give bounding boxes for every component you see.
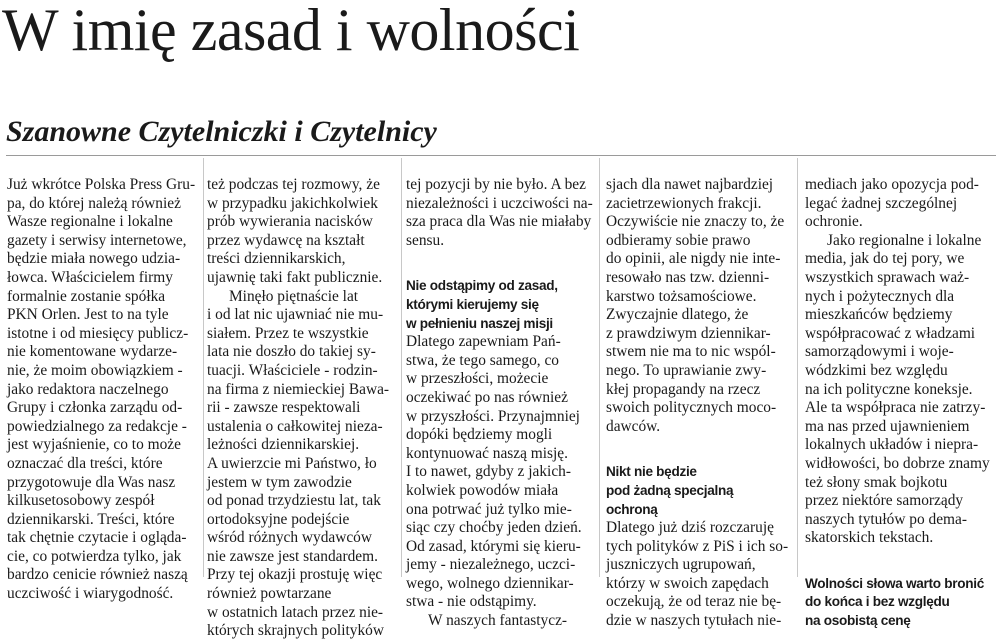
text-line: Przy tej okazji prostuję więc (207, 566, 383, 584)
text-line: sensu. (406, 231, 445, 249)
text-line: od ponad trzydziestu lat, tak (207, 492, 381, 510)
text-line: Już wkrótce Polska Press Gru- (7, 176, 196, 193)
section-subheading: ochroną (606, 501, 658, 517)
text-line: siąc czy choćby jeden dzień. (406, 519, 582, 537)
text-line: sjach dla nawet najbardziej (606, 176, 774, 193)
text-line: ustalenia o całkowitej nieza- (207, 417, 383, 435)
headline: W imię zasad i wolności (2, 0, 580, 63)
text-line: niezależności i uczciwości na- (406, 194, 593, 212)
text-line: Dlatego zapewniam Pań- (406, 333, 561, 351)
text-line: cie, co potwierdza tylko, jak (7, 547, 182, 565)
text-line: w przyszłości. Przynajmniej (406, 407, 580, 425)
section-subheading: Nie odstąpimy od zasad, (406, 278, 558, 294)
article-column-2 (207, 176, 399, 640)
text-line: kilkusetosobowy zespół (7, 492, 155, 510)
text-line: mediach jako opozycja pod- (805, 176, 979, 193)
text-line: oczekiwać po nas również (406, 388, 568, 406)
text-line: w przypadku jakichkolwiek (207, 194, 378, 212)
text-line: na ich polityczne koneksje. (805, 380, 973, 398)
text-line: nie komentowane wydarze- (7, 343, 178, 361)
text-line: powiedzialnego za redakcje - (7, 417, 187, 435)
text-line: formalnie zostanie spółka (7, 287, 166, 305)
text-line: tak chętnie czytacie i ogląda- (7, 529, 187, 547)
text-line: nie, że moim obowiązkiem - (7, 361, 183, 379)
text-line: też słony smak bojkotu (805, 473, 948, 491)
text-line: swoich politycznych moco- (606, 399, 777, 417)
text-line: Od zasad, którymi się kieru- (406, 537, 581, 555)
text-line: ujawnię taki fakt publicznie. (207, 268, 383, 286)
text-line: stwa - nie odstąpimy. (406, 593, 537, 611)
text-line: którzy w swoich zapędach (606, 574, 769, 592)
text-line: Ale ta współpraca nie zatrzy- (805, 399, 986, 417)
text-line: dzie w naszych tytułach nie- (606, 612, 782, 630)
text-line: PKN Orlen. Jest to na tyle (7, 306, 169, 324)
text-line: treści dziennikarskich, (207, 250, 346, 268)
article-column-4 (606, 176, 796, 630)
section-subheading: na osobistą cenę (805, 613, 911, 629)
text-line: tej pozycji by nie było. A bez (406, 176, 586, 193)
text-line: przygotowuje dla Was nasz (7, 473, 176, 491)
text-line: przez niektóre samorządy (805, 492, 964, 510)
text-line: leżności dziennikarskiej. (207, 436, 360, 454)
text-line: Zwyczajnie dlatego, że (606, 306, 749, 324)
text-line: rii - zawsze respektowali (207, 399, 361, 417)
text-line: łowca. Właścicielem firmy (7, 268, 173, 286)
text-line: w ostatnich latach przez nie- (207, 603, 384, 621)
paragraph-start: W naszych fantastycz- (428, 612, 568, 630)
text-line: lata nie doszło do takiej sy- (207, 343, 376, 361)
article-column-3 (406, 176, 598, 630)
column-divider (797, 158, 798, 577)
text-line: prób wywierania nacisków (207, 213, 373, 231)
text-line: Grupy i członka zarządu od- (7, 399, 183, 417)
text-line: uczciwość i wiarygodność. (7, 585, 174, 603)
text-line: wódzkimi bez względu (805, 361, 948, 379)
text-line: wśród różnych wydawców (207, 529, 372, 547)
text-line: w przeszłości, możecie (406, 370, 549, 388)
text-line: stwa, że tego samego, co (406, 351, 559, 369)
text-line: Wasze regionalne i lokalne (7, 213, 173, 231)
text-line: samorządowymi i woje- (805, 343, 954, 361)
text-line: naszych tytułów po dema- (805, 510, 967, 528)
section-subheading: do końca i bez względu (805, 594, 950, 610)
text-line: bardzo cenicie również naszą (7, 566, 188, 584)
text-line: jest wyjaśnienie, co to może (7, 436, 181, 454)
text-line: ma nas przed ujawnieniem (805, 417, 970, 435)
column-divider (203, 158, 204, 577)
text-line: zacietrzewionych frakcji. (606, 194, 762, 212)
text-line: siałem. Przez te wszystkie (207, 324, 369, 342)
text-line: stwem nie ma to nic wspól- (606, 343, 776, 361)
text-line: i od lat nic ujawniać nie mu- (207, 306, 384, 324)
text-line: również powtarzane (207, 585, 332, 603)
text-line: Dlatego już dziś rozczaruję (606, 519, 774, 537)
text-line: karstwo tożsamościowe. (606, 287, 757, 305)
text-line: kontynuować naszą misję. (406, 444, 568, 462)
text-line: Oczywiście nie znaczy to, że (606, 213, 785, 231)
text-line: ona potrwać już tylko mie- (406, 500, 572, 518)
text-line: będzie miała nowego udzia- (7, 250, 181, 268)
text-line: tych polityków z PiS i ich so- (606, 537, 789, 555)
text-line: I to nawet, gdyby z jakich- (406, 463, 571, 481)
text-line: wego, wolnego dziennikar- (406, 574, 574, 592)
text-line: gazety i serwisy internetowe, (7, 231, 187, 249)
text-line: jemy - niezależnego, uczci- (406, 556, 576, 574)
column-divider (401, 158, 402, 577)
text-line: na firma z niemieckiej Bawa- (207, 380, 390, 398)
section-subheading: którymi kierujemy się (406, 296, 539, 312)
text-line: skatorskich tekstach. (805, 529, 934, 547)
paragraph-start: Jako regionalne i lokalne (827, 231, 982, 249)
text-line: odbieramy sobie prawo (606, 231, 751, 249)
text-line: których skrajnych polityków (207, 622, 384, 640)
text-line: istotne i od miesięcy publicz- (7, 324, 189, 342)
text-line: jestem w tym zawodzie (207, 473, 352, 491)
text-line: ochronie. (805, 213, 863, 231)
text-line: nego. To uprawianie zwy- (606, 361, 767, 379)
text-line: współpracować z władzami (805, 324, 976, 342)
section-subheading: pod żadną specjalną (606, 482, 734, 498)
text-line: dawców. (606, 417, 661, 435)
text-line: resowało nas tzw. dzienni- (606, 268, 770, 286)
subheadline: Szanowne Czytelniczki i Czytelnicy (6, 115, 437, 148)
text-line: sza praca dla Was nie miałaby (406, 213, 592, 231)
article-column-5 (805, 176, 995, 629)
text-line: dopóki będziemy mogli (406, 426, 553, 444)
column-divider (599, 158, 600, 577)
text-line: juszniczych ugrupowań, (606, 556, 756, 574)
text-line: wszystkich sprawach waż- (805, 268, 970, 286)
text-line: tuacji. Właściciele - rodzin- (207, 361, 378, 379)
header-divider (6, 155, 996, 156)
text-line: mieszkańców będziemy (805, 306, 953, 324)
text-line: nych i pożytecznych dla (805, 287, 955, 305)
text-line: kłej propagandy na rzecz (606, 380, 761, 398)
section-subheading: Wolności słowa warto bronić (805, 575, 984, 591)
article-column-1 (7, 176, 201, 603)
text-line: ortodoksyjne podejście (207, 510, 350, 528)
text-line: kolwiek powodów miała (406, 481, 559, 499)
text-line: media, jak do tej pory, we (805, 250, 965, 268)
text-line: oznaczać dla treści, które (7, 454, 163, 472)
text-line: przez wydawcę na kształt (207, 231, 365, 249)
text-line: A uwierzcie mi Państwo, ło (207, 454, 377, 472)
text-line: też podczas tej rozmowy, że (207, 176, 380, 193)
text-line: do opinii, ale nigdy nie inte- (606, 250, 781, 268)
text-line: jako redaktora naczelnego (7, 380, 169, 398)
section-subheading: w pełnieniu naszej misji (406, 315, 553, 331)
text-line: z prawdziwym dziennikar- (606, 324, 771, 342)
paragraph-start: Minęło piętnaście lat (229, 287, 359, 305)
text-line: legać żadnej szczególnej (805, 194, 958, 212)
text-line: lokalnych układów i niepra- (805, 436, 979, 454)
text-line: pa, do której należą również (7, 194, 181, 212)
text-line: nie zawsze jest standardem. (207, 547, 378, 565)
section-subheading: Nikt nie będzie (606, 464, 697, 480)
text-line: widłowości, bo dobrze znamy (805, 454, 990, 472)
text-line: oczekują, że od teraz nie bę- (606, 593, 782, 611)
text-line: dziennikarski. Treści, które (7, 510, 175, 528)
